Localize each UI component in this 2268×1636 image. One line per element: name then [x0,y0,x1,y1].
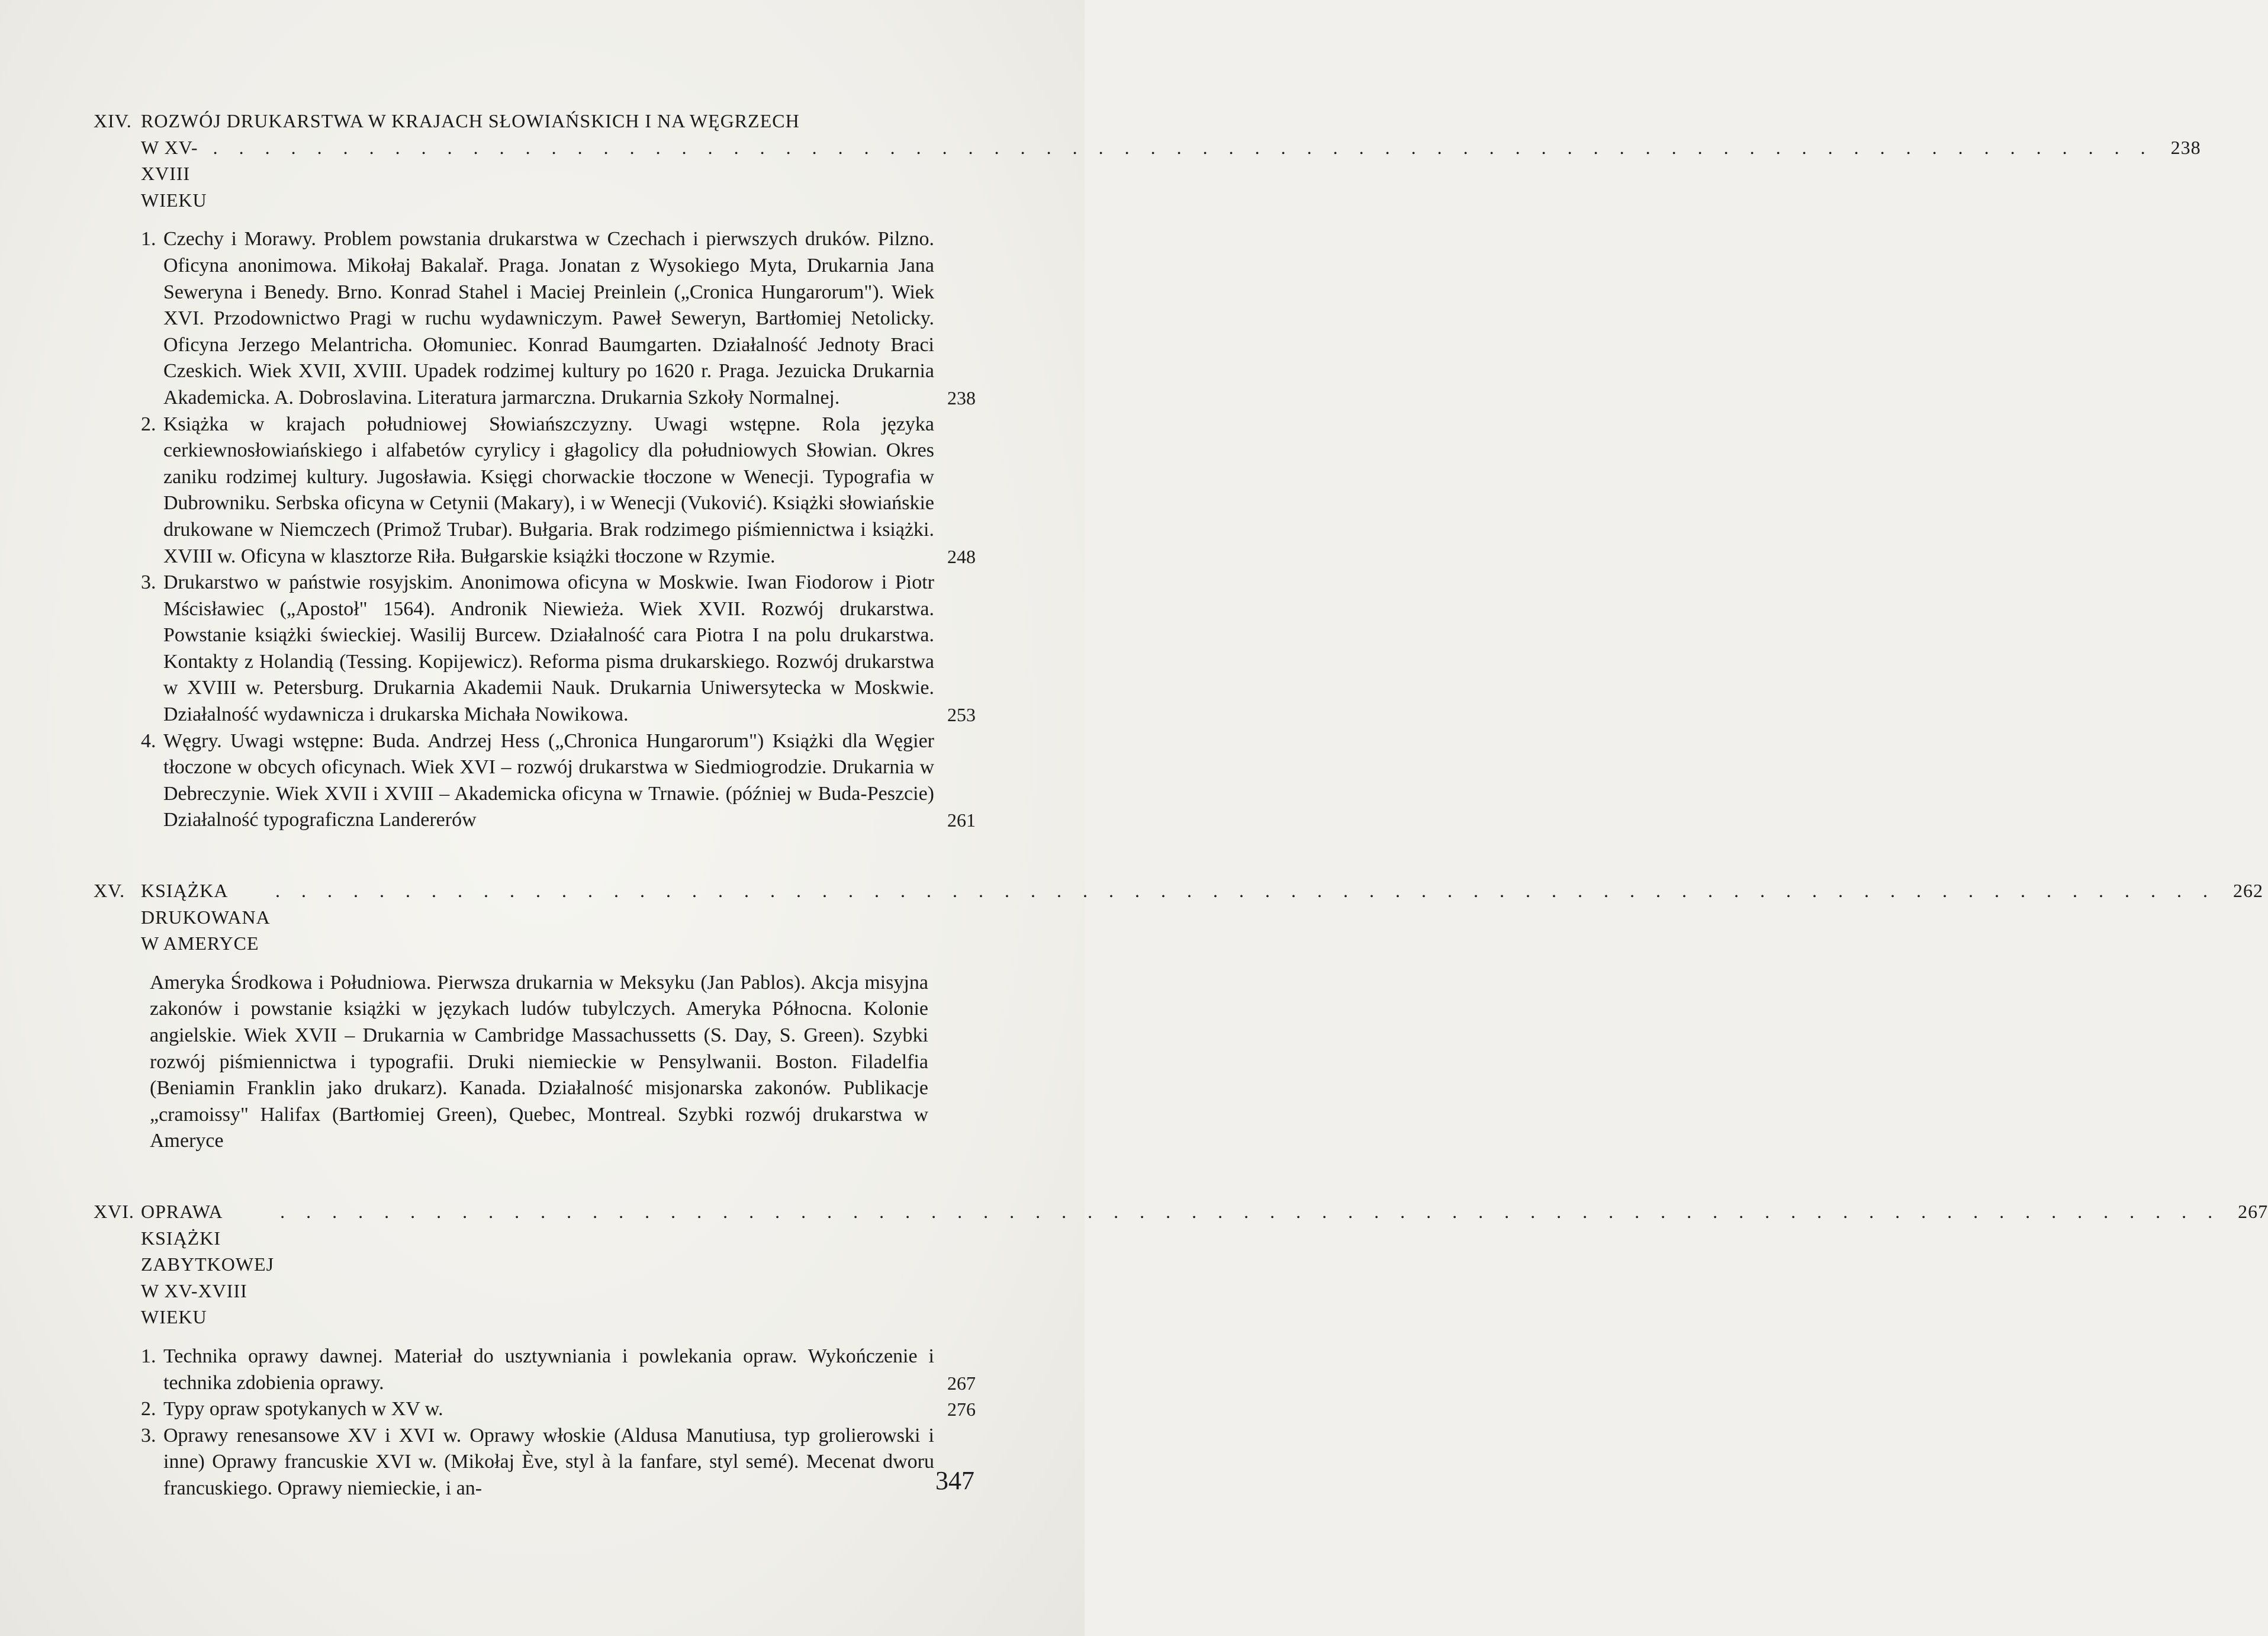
entry-text: Drukarstwo w państwie rosyjskim. Anonimowa oficyna w Moskwie. Iwan Fiodorow i Piotr Mścisławiec („Apostoł" 1564). Andronik Niewieża. Wiek XVII. Rozwój drukarstwa. Powstanie książki świeckiej. Wasilij Burcew. Działalność cara Piotra I na polu drukarstwa. Kontakty z Holandią (Tessing. Kopijewicz). Reforma pisma drukarskiego. Rozwój drukarstwa w XVIII w. Petersburg. Drukarnia Akademii Nauk. Drukarnia Uniwersytecka w Moskwie. Działalność wydawnicza i drukarska Michała Nowikowa. [163,571,934,726]
page-ref: 276 [947,1399,976,1420]
dot-leader [275,878,2216,904]
entry-text: Czechy i Morawy. Problem powstania drukarstwa w Czechach i pierwszych druków. Pilzno. Oficyna anonimowa. Mikołaj Bakalař. Praga. Jonatan z Wysokiego Myta, Drukarnia Jana Seweryna i Benedy. Brno. Konrad Stahel i Maciej Preinlein („Cronica Hungarorum"). Wiek XVI. Przodownictwo Pragi w ruchu wydawniczym. Paweł Seweryn, Bartłomiej Netolicky. Oficyna Jerzego Melantricha. Ołomuniec. Konrad Baumgarten. Działalność Jednoty Braci Czeskich. Wiek XVII, XVIII. Upadek rodzimej kultury po 1620 r. Praga. Jezuicka Drukarnia Akademicka. A. Dobroslavina. Literatura jarmarczna. Drukarnia Szkoły Normalnej. [163,228,934,409]
section-title: KSIĄŻKA DRUKOWANA W AMERYCE [141,880,269,954]
entry-number: 2. [141,413,156,435]
list-item [141,728,976,834]
section-number: XVI. [94,1200,134,1222]
table-of-contents [94,108,2268,1502]
section-summary: Ameryka Środkowa i Południowa. Pierwsza drukarnia w Meksyku (Jan Pablos). Akcja misyjna zakonów i powstanie książki w językach ludów tubylczych. Ameryka Północna. Kolonie angielskie. Wiek XVII – Drukarnia w Cambridge Massachussetts (S. Day, S. Green). Szybki rozwój piśmiennictwa i typografii. Druki niemieckie w Pensylwanii. Boston. Filadelfia (Beniamin Franklin jako drukarz). Kanada. Działalność misjonarska zakonów. Publikacje „cramoissy" Halifax (Bartłomiej Green), Quebec, Montreal. Szybki rozwój drukarstwa w Ameryce [150,971,928,1152]
list-item [141,1396,976,1423]
section-number: XV. [94,880,126,902]
entry-list [94,1343,976,1502]
entry-number: 4. [141,729,156,752]
page-ref: 267 [2238,1200,2268,1222]
section-heading [94,1198,2268,1330]
section-title: ROZWÓJ DRUKARSTWA W KRAJACH SŁOWIAŃSKICH I NA WĘGRZECH [141,110,800,131]
entry-list [94,226,976,834]
entry-number: 3. [141,1424,156,1447]
page-ref: 238 [947,387,976,409]
section-xv [94,878,2263,1155]
page-ref: 267 [947,1372,976,1394]
section-xiv [94,108,2201,834]
page-ref: 262 [2233,880,2263,902]
list-item [141,1343,976,1396]
dot-leader [213,134,2154,161]
page-ref: 253 [947,704,976,726]
entry-text: Węgry. Uwagi wstępne: Buda. Andrzej Hess („Chronica Hungarorum") Książki dla Węgier tłoczone w obcych oficynach. Wiek XVI – rozwój drukarstwa w Siedmiogrodzie. Drukarnia w Debreczynie. Wiek XVII i XVIII – Akademicka oficyna w Trnawie. (później w Buda-Peszcie) Działalność typograficzna Landererów [163,729,934,831]
list-item [141,570,976,728]
list-item [141,412,976,570]
entry-number: 2. [141,1398,156,1420]
page-ref: 248 [947,545,976,567]
page-ref: 238 [2170,136,2201,158]
entry-text: Książka w krajach południowej Słowiańszczyzny. Uwagi wstępne. Rola języka cerkiewnosłowiańskiego i alfabetów cyrylicy i głagolicy dla południowych Słowian. Okres zaniku rodzimej kultury. Jugosławia. Księgi chorwackie tłoczone w Wenecji. Typografia w Dubrowniku. Serbska oficyna w Cetynii (Makary), i w Wenecji (Vuković). Książki słowiańskie drukowane w Niemczech (Primož Trubar). Bułgaria. Brak rodzimego piśmiennictwa i książki. XVIII w. Oficyna w klasztorze Riła. Bułgarskie książki tłoczone w Rzymie. [163,413,934,567]
page-ref: 261 [947,809,976,831]
entry-text: Typy opraw spotykanych w XV w. [163,1398,443,1420]
dot-leader [280,1198,2221,1225]
entry-number: 1. [141,228,156,250]
list-item [141,226,976,411]
entry-text: Oprawy renesansowe XV i XVI w. Oprawy włoskie (Aldusa Manutiusa, typ grolierowski i inne) Oprawy francuskie XVI w. (Mikołaj Ève, styl à la fanfare, styl semé). Mecenat dworu francuskiego. Oprawy niemieckie, i an- [163,1424,934,1499]
section-title-continued: W XV-XVIII WIEKU [141,136,207,211]
section-number: XIV. [94,110,132,131]
entry-number: 3. [141,571,156,594]
section-heading [94,108,2201,213]
section-xvi [94,1198,2268,1502]
section-title: OPRAWA KSIĄŻKI ZABYTKOWEJ W XV-XVIII WIEKU [141,1200,275,1328]
list-item [141,1423,976,1502]
entry-text: Technika oprawy dawnej. Materiał do usztywniania i powlekania opraw. Wykończenie i technika zdobienia oprawy. [163,1345,934,1394]
entry-number: 1. [141,1345,156,1367]
page-number: 347 [935,1466,974,1495]
section-heading [94,878,2263,957]
